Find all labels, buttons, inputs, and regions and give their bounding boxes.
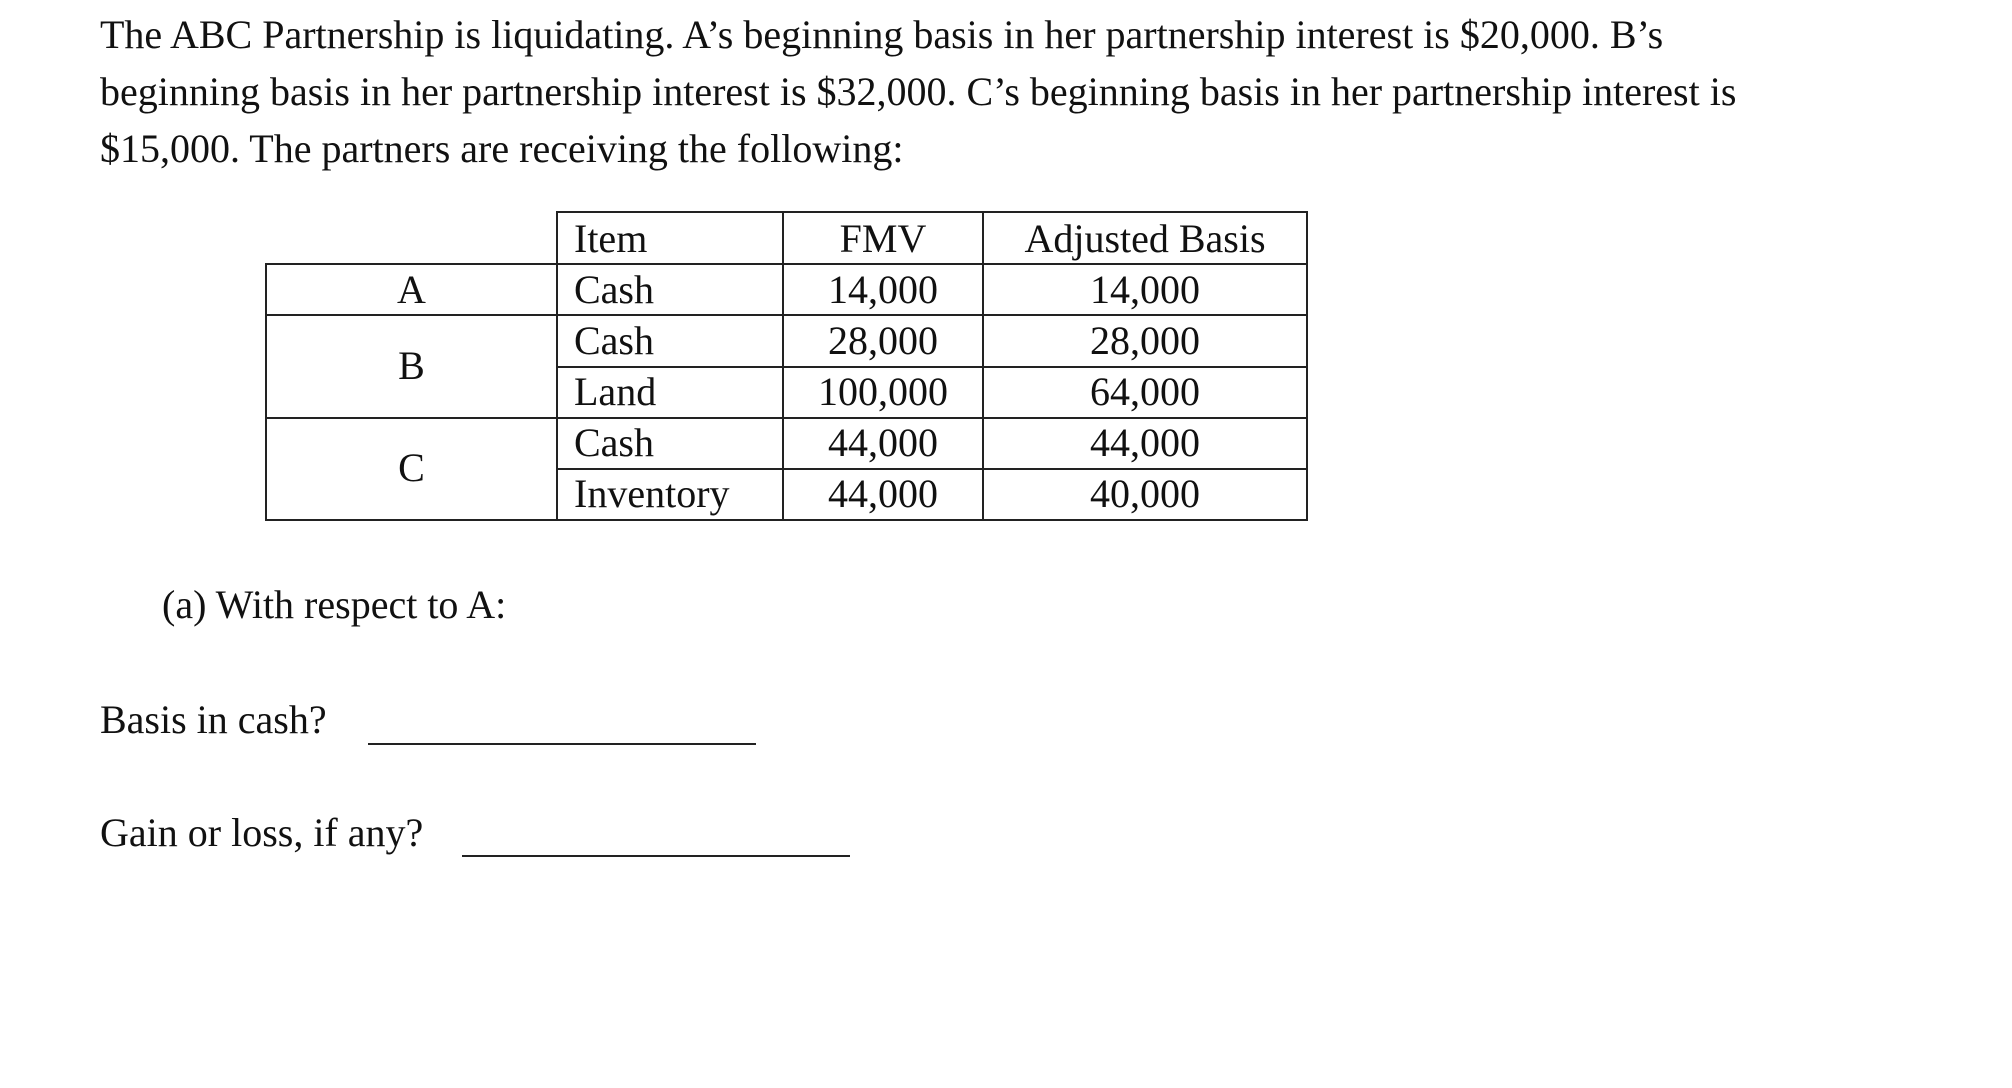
gain-or-loss-label: Gain or loss, if any? xyxy=(100,810,424,855)
table-cell-fmv: 28,000 xyxy=(828,318,938,363)
intro-line-1: The ABC Partnership is liquidating. A’s beginning basis in her partnership interest is $20,000. B’s xyxy=(100,12,1664,57)
table-rule-header-top xyxy=(556,211,1308,213)
header-adjusted-basis: Adjusted Basis xyxy=(1024,216,1266,261)
gain-or-loss-answer-blank[interactable] xyxy=(462,855,850,857)
table-cell-fmv: 100,000 xyxy=(818,369,948,414)
table-rule-bottom xyxy=(265,519,1308,521)
table-cell-basis: 44,000 xyxy=(1090,420,1200,465)
table-cell-item: Cash xyxy=(574,420,654,465)
table-rule-row-top xyxy=(265,263,1308,265)
table-rule-row-2 xyxy=(556,366,1308,368)
basis-in-cash-answer-blank[interactable] xyxy=(368,743,756,745)
header-fmv: FMV xyxy=(839,216,927,261)
table-rule-col-1 xyxy=(556,211,558,521)
partner-label-a: A xyxy=(397,267,426,312)
table-cell-basis: 40,000 xyxy=(1090,471,1200,516)
table-cell-item: Cash xyxy=(574,267,654,312)
intro-line-2: beginning basis in her partnership interest is $32,000. C’s beginning basis in her partnership interest is xyxy=(100,69,1737,114)
table-cell-item: Inventory xyxy=(574,471,730,516)
part-a-heading: (a) With respect to A: xyxy=(162,582,507,627)
table-cell-item: Land xyxy=(574,369,657,414)
partner-label-c: C xyxy=(398,445,425,490)
table-cell-basis: 28,000 xyxy=(1090,318,1200,363)
basis-in-cash-label: Basis in cash? xyxy=(100,697,327,742)
table-cell-basis: 14,000 xyxy=(1090,267,1200,312)
table-rule-row-3 xyxy=(265,417,1308,419)
table-cell-basis: 64,000 xyxy=(1090,369,1200,414)
table-rule-row-1 xyxy=(265,314,1308,316)
intro-line-3: $15,000. The partners are receiving the following: xyxy=(100,126,904,171)
table-cell-item: Cash xyxy=(574,318,654,363)
table-cell-fmv: 44,000 xyxy=(828,420,938,465)
table-rule-row-4 xyxy=(556,468,1308,470)
partner-label-b: B xyxy=(398,343,425,388)
table-rule-col-4 xyxy=(1306,211,1308,521)
table-cell-fmv: 44,000 xyxy=(828,471,938,516)
table-cell-fmv: 14,000 xyxy=(828,267,938,312)
header-item: Item xyxy=(574,216,648,261)
